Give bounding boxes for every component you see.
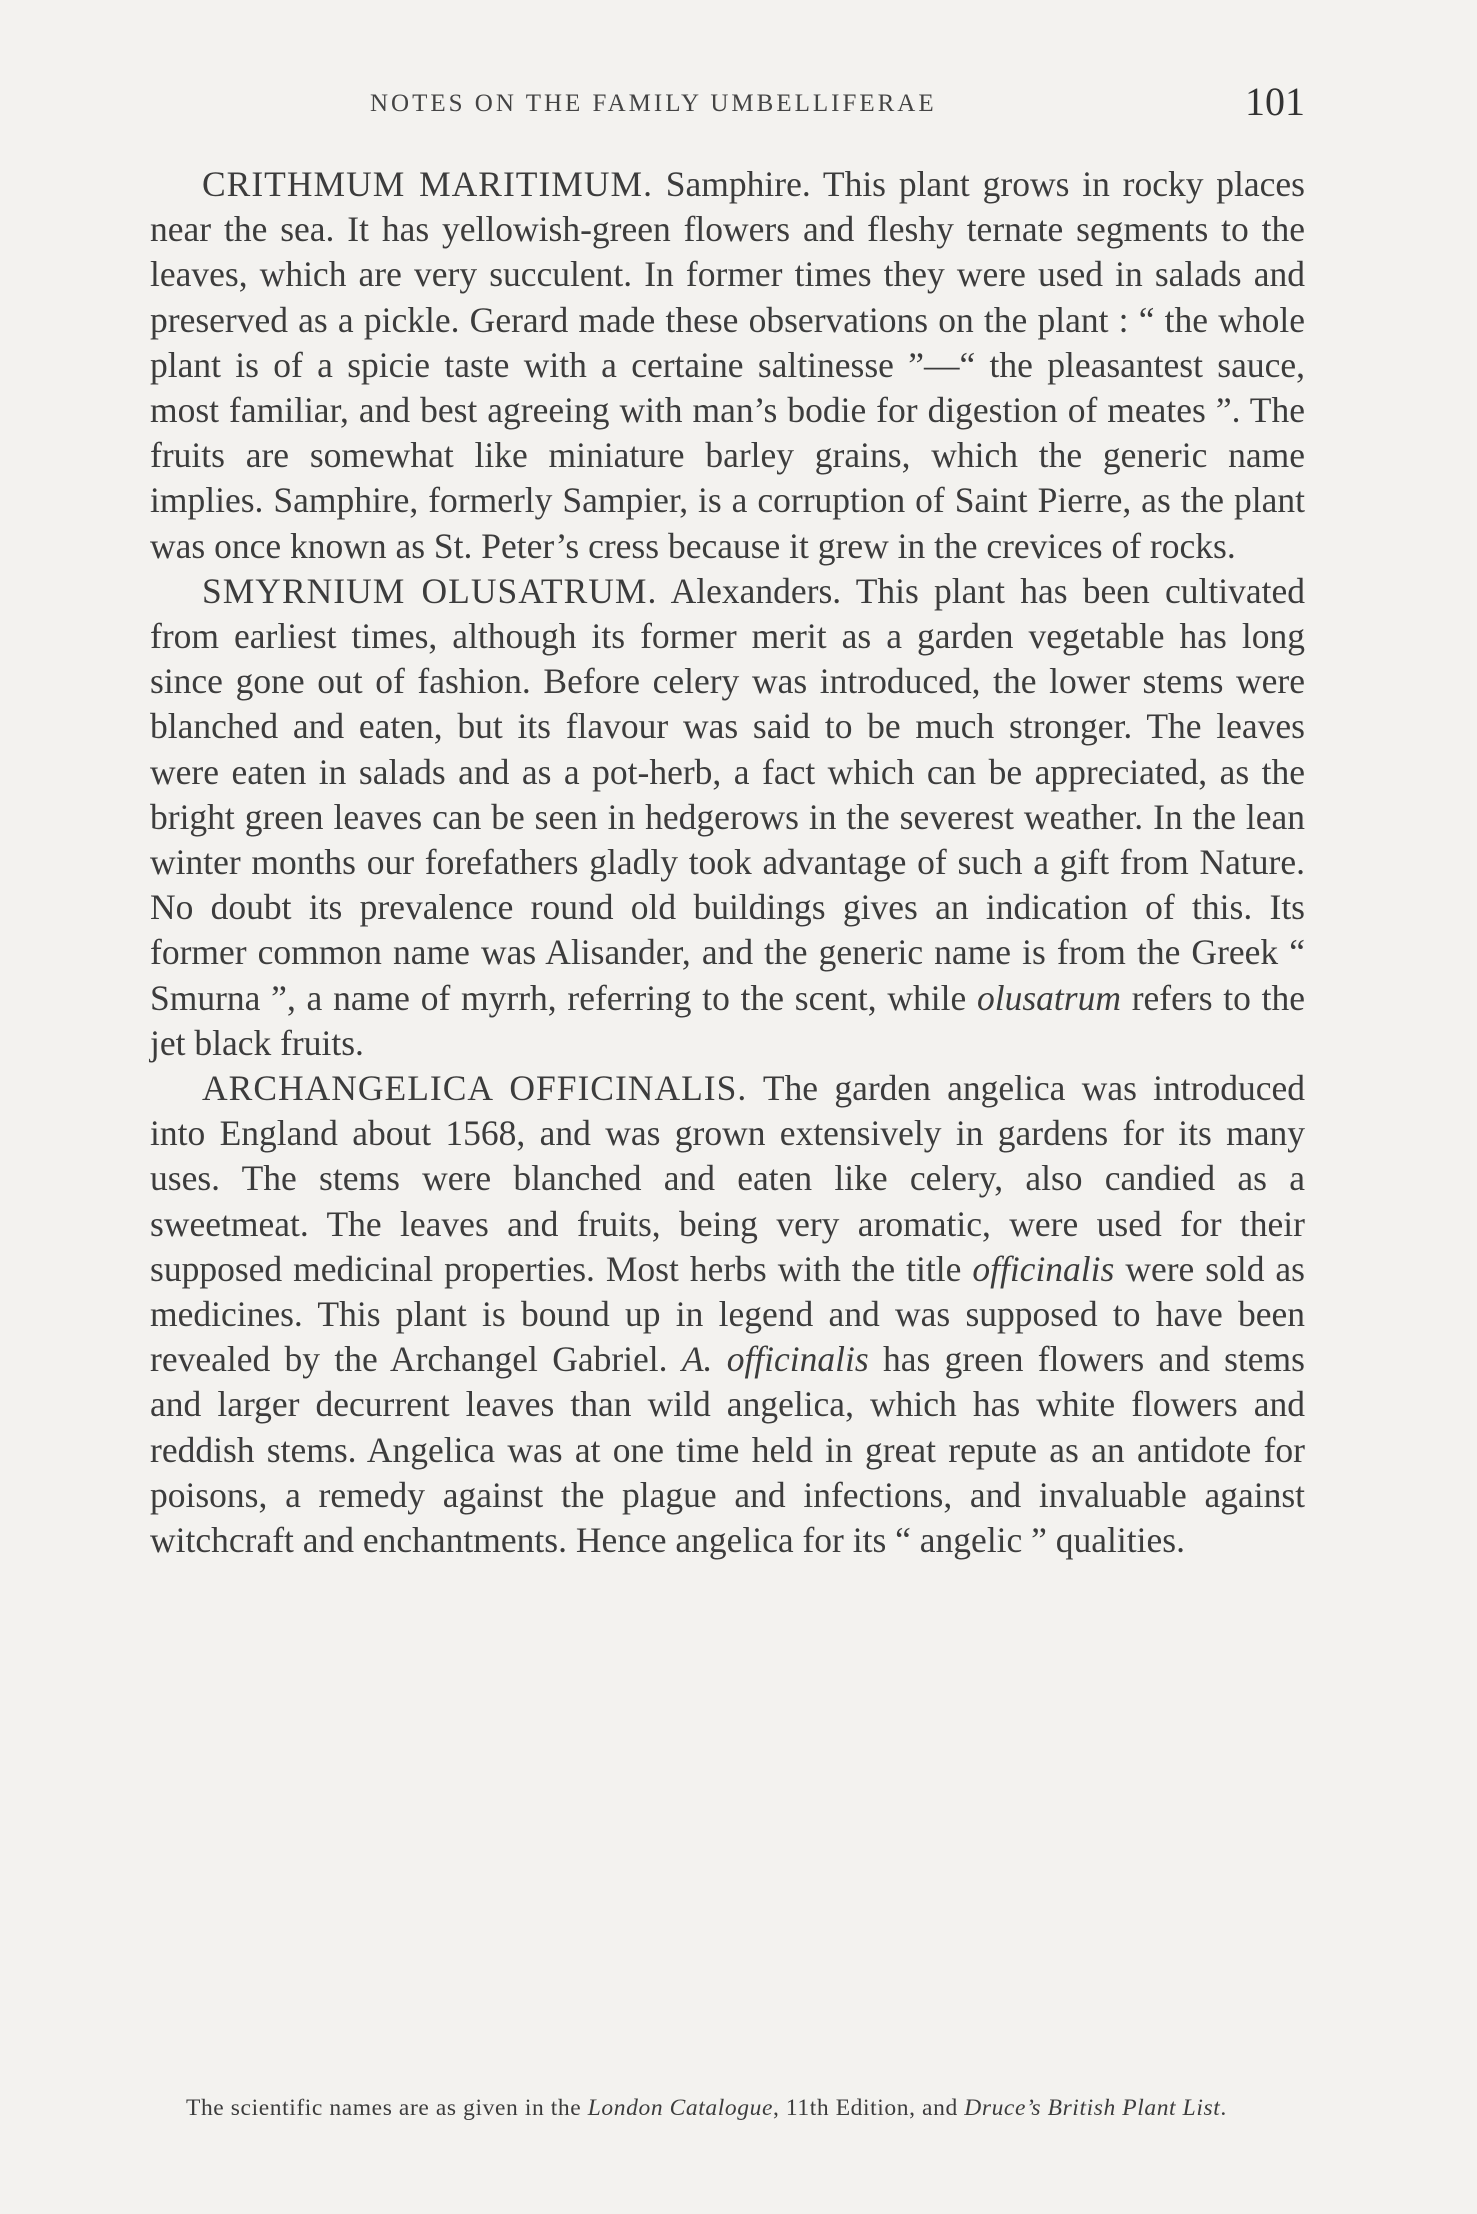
paragraph-text: were sold as medicines. This plant is bound up in legend and was supposed to have been revealed by the Archangel Gabriel. [150,1248,1305,1380]
plant-name: ARCHANGELICA OFFICINALIS. [202,1068,748,1109]
page-number: 101 [1245,79,1305,124]
body-text [150,162,1305,1563]
paragraph-archangelica [150,1066,1305,1563]
paragraph-text: refers to the jet black fruits. [150,977,1305,1063]
paragraph-text: The garden angelica was introduced into England about 1568, and was grown extensively in gardens for its many uses. The stems were blanched and eaten like celery, also candied as a sweetmeat. The leaves and fruits, being very aromatic, were used for their supposed medicinal properties. Most herbs with the title [150,1068,1305,1289]
running-head [150,78,1305,128]
paragraph-crithmum [150,162,1305,569]
paragraph-text: Samphire. This plant grows in rocky places near the sea. It has yellowish-green flowers and fleshy ternate segments to the leaves, which are very succulent. In former times they were used in salads and preserved as a pickle. Gerard made these observations on the plant : “ the whole plant is of a spicie taste with a certaine saltinesse ”—“ the pleasantest sauce, most familiar, and best agreeing with man’s bodie for digestion of meates ”. The fruits are somewhat like miniature barley grains, which the generic name implies. Samphire, formerly Sampier, is a corruption of Saint Pierre, as the plant was once known as St. Peter’s cress because it grew in the crevices of rocks. [150,164,1305,566]
footnote-text: , 11th Edition, and [772,2094,965,2121]
plant-name: CRITHMUM MARITIMUM. [202,164,653,204]
paragraph-text: has green flowers and stems and larger decurrent leaves than wild angelica, which has white flowers and reddish stems. Angelica was at one time held in great repute as an antidote for poisons, a remedy against the plague and infections, and invaluable against witchcraft and enchantments. Hence angelica for its “ angelic ” qualities. [150,1339,1305,1561]
paragraph-smyrnium [150,569,1305,1066]
running-title: NOTES ON THE FAMILY UMBELLIFERAE [370,90,937,117]
italic-term: officinalis [972,1248,1115,1289]
footnote-italic: Druce’s British Plant List [964,2094,1221,2121]
footnote-italic: London Catalogue [587,2094,773,2121]
paragraph-text: Alexanders. This plant has been cultivated from earliest times, although its former merit as a garden vegetable has long since gone out of fashion. Before celery was introduced, the lower stems were blanched and eaten, but its flavour was said to be much stronger. The leaves were eaten in salads and as a pot-herb, a fact which can be appreciated, as the bright green leaves can be seen in hedgerows in the severest weather. In the lean winter months our forefathers gladly took advantage of such a gift from Nature. No doubt its prevalence round old buildings gives an indication of this. Its former common name was Alisander, and the generic name is from the Greek “ Smurna ”, a name of myrrh, referring to the scent, while [150,570,1305,1018]
footnote-text: The scientific names are as given in the [186,2094,588,2121]
italic-term: A. officinalis [681,1339,869,1380]
footnote [150,2094,1305,2122]
plant-name: SMYRNIUM OLUSATRUM. [202,570,658,611]
italic-term: olusatrum [976,977,1121,1018]
footnote-text: . [1220,2094,1227,2121]
